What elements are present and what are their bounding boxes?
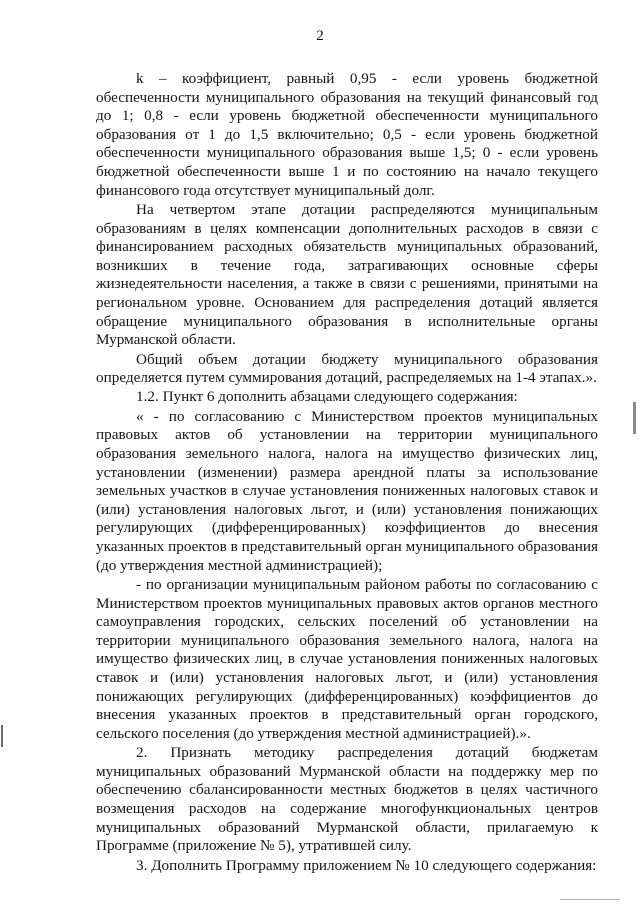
scan-edge-mark-right <box>633 402 636 434</box>
document-body <box>96 70 598 875</box>
paragraph-fourth-stage: На четвертом этапе дотации распределяются муниципальным образованиям в целях компенсации дополнительных расходов в связи с финансированием расходных обязательств муниципальных образований, возникших в течение года, затрагивающих основные сферы жизнедеятельности населения, а также в связи с решениями, принятыми на региональном уровне. Основанием для распределения дотаций является обращение муниципального образования в исполнительные органы Мурманской области. <box>96 200 598 349</box>
scan-edge-mark-bottom <box>560 899 620 900</box>
paragraph-item-3: 3. Дополнить Программу приложением № 10 следующего содержания: <box>136 856 597 874</box>
paragraph-coefficient-k: k – коэффициент, равный 0,95 - если уровень бюджетной обеспеченности муниципального образования на текущий финансовый год до 1; 0,8 - если уровень бюджетной обеспеченности муниципального образования от 1 до 1,5 включительно; 0,5 - если уровень бюджетной обеспеченности муниципального образования выше 1,5; 0 - если уровень бюджетной обеспеченности выше 1 и по состоянию на начало текущего финансового года отсутствует муниципальный долг. <box>96 70 598 199</box>
paragraph-item-2: 2. Признать методику распределения дотаций бюджетам муниципальных образований Мурманской области на поддержку мер по обеспечению сбалансированности местных бюджетов в целях частичного возмещения расходов на содержание многофункциональных центров муниципальных образований Мурманской области, прилагаемую к Программе (приложение № 5), утратившей силу. <box>96 744 598 855</box>
paragraph-item-1-2: 1.2. Пункт 6 дополнить абзацами следующего содержания: <box>136 388 518 406</box>
scan-edge-mark-left <box>1 725 3 747</box>
paragraph-organization-district: - по организации муниципальным районом работы по согласованию с Министерством проектов муниципальных правовых актов органов местного самоуправления городских, сельских поселений об установлении на территории муниципального образования земельного налога, налога на имущество физических лиц, в случае установления пониженных налоговых ставок и (или) установления налоговых льгот, и (или) установления понижающих регулирующих (дифференцированных) коэффициентов до внесения указанных проектов в представительный орган городского, сельского поселения (до утверждения местной администрацией).». <box>96 576 598 742</box>
page-number: 2 <box>316 28 324 44</box>
paragraph-approval-ministry: « - по согласованию с Министерством проектов муниципальных правовых актов об установлении на территории муниципального образования земельного налога, налога на имущество физических лиц, установлении (изменении) размера арендной платы за использование земельных участков в случае установления пониженных налоговых ставок и (или) установления налоговых льгот, и (или) установления понижающих регулирующих (дифференцированных) коэффициентов до внесения указанных проектов в представительный орган муниципального образования (до утверждения местной администрацией); <box>96 407 598 574</box>
paragraph-total-subsidy: Общий объем дотации бюджету муниципального образования определяется путем суммирования дотаций, распределяемых на 1-4 этапах.». <box>96 350 598 387</box>
